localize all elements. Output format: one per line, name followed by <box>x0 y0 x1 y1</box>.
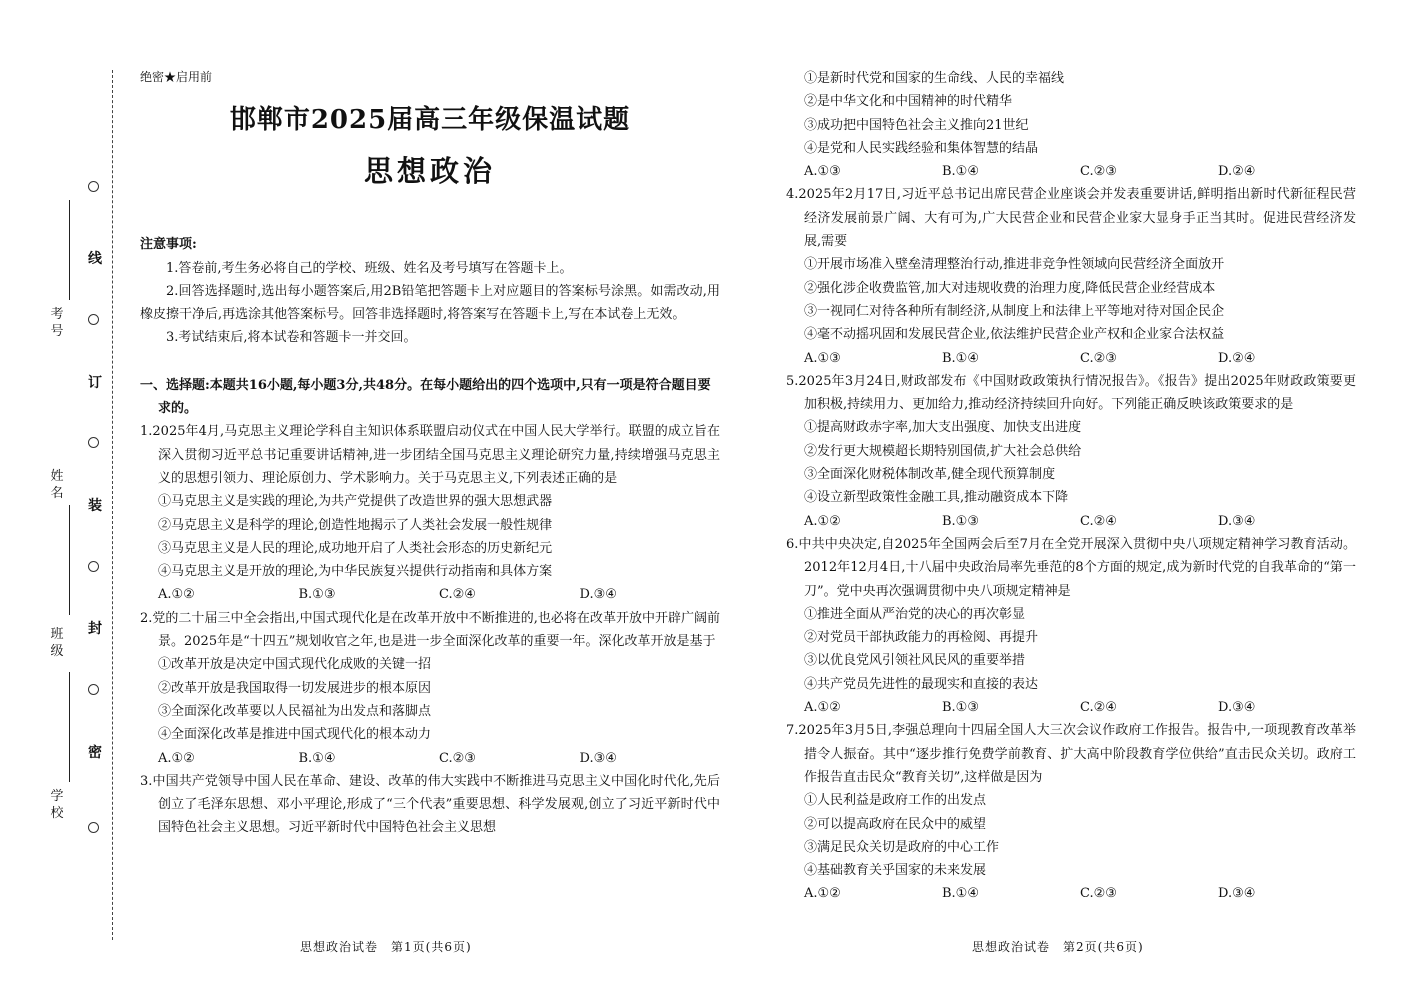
name-label: 姓名 <box>50 469 64 501</box>
exam-number-field[interactable] <box>69 200 70 300</box>
statement-option: ③以优良党风引领社风民风的重要举措 <box>804 653 1026 669</box>
choice-c[interactable]: C.②③ <box>1080 164 1117 180</box>
statement-option: ①推进全面从严治党的决心的再次彰显 <box>804 606 1026 622</box>
section-heading: 一、选择题:本题共16小题,每小题3分,共48分。在每小题给出的四个选项中,只有一项是符合题目要求的。 <box>140 377 711 417</box>
question-stem: 5.2025年3月24日,财政部发布《中国财政政策执行情况报告》。《报告》提出2025年财政政策要更加积极,持续用力、更加给力,推动经济持续回升向好。下列能正确反映该政策要求的是 <box>786 373 1356 413</box>
question-stem: 3.中国共产党领导中国人民在革命、建设、改革的伟大实践中不断推进马克思主义中国化时代化,先后创立了毛泽东思想、邓小平理论,形成了“三个代表”重要思想、科学发展观,创立了习近平新时代中国特色社会主义思想。习近平新时代中国特色社会主义思想 <box>140 773 720 836</box>
name-field[interactable] <box>69 505 70 615</box>
choice-d[interactable]: D.③④ <box>579 750 617 766</box>
binding-margin <box>0 0 120 1006</box>
statement-option: ④是党和人民实践经验和集体智慧的结晶 <box>804 140 1039 156</box>
answer-choices <box>786 160 1356 183</box>
choice-b[interactable]: B.①④ <box>942 164 979 180</box>
choice-a[interactable]: A.①③ <box>804 350 841 366</box>
choice-b[interactable]: B.①④ <box>942 886 979 902</box>
question-6 <box>786 533 1356 719</box>
statement-option: ②是中华文化和中国精神的时代精华 <box>804 94 1013 110</box>
binding-hole <box>88 684 99 695</box>
school-label: 学校 <box>50 789 64 821</box>
question-2 <box>140 607 720 770</box>
binding-hole <box>88 181 99 192</box>
choice-a[interactable]: A.①② <box>158 587 195 603</box>
notice-item: 3.考试结束后,将本试卷和答题卡一并交回。 <box>166 330 417 346</box>
choice-a[interactable]: A.①② <box>804 513 841 529</box>
choice-d[interactable]: D.③④ <box>579 587 617 603</box>
choice-d[interactable]: D.③④ <box>1218 886 1256 902</box>
answer-choices <box>140 747 720 770</box>
choice-b[interactable]: B.①④ <box>298 750 336 766</box>
answer-choices <box>140 583 720 606</box>
binding-hole <box>88 561 99 572</box>
statement-option: ①是新时代党和国家的生命线、人民的幸福线 <box>804 71 1065 86</box>
notice-item: 1.答卷前,考生务必将自己的学校、班级、姓名及考号填写在答题卡上。 <box>166 260 573 276</box>
question-5 <box>786 370 1356 533</box>
statement-option: ③成功把中国特色社会主义推向21世纪 <box>804 117 1029 133</box>
statement-option: ②马克思主义是科学的理论,创造性地揭示了人类社会发展一般性规律 <box>158 517 553 533</box>
statement-option: ④马克思主义是开放的理论,为中华民族复兴提供行动指南和具体方案 <box>158 564 553 580</box>
binding-hole <box>88 437 99 448</box>
notice-item: 2.回答选择题时,选出每小题答案后,用2B铅笔把答题卡上对应题目的答案标号涂黑。如需改动,用橡皮擦干净后,再选涂其他答案标号。回答非选择题时,将答案写在答题卡上,写在本试卷上无效。 <box>140 283 720 323</box>
question-stem: 2.党的二十届三中全会指出,中国式现代化是在改革开放中不断推进的,也必将在改革开放中开辟广阔前景。2025年是“十四五”规划收官之年,也是进一步全面深化改革的重要一年。深化改革开放是基于 <box>140 610 720 650</box>
question-stem: 1.2025年4月,马克思主义理论学科自主知识体系联盟启动仪式在中国人民大学举行。联盟的成立旨在深入贯彻习近平总书记重要讲话精神,进一步团结全国马克思主义理论研究力量,持续增强马克思主义的思想引领力、理论原创力、学术影响力。关于马克思主义,下列表述正确的是 <box>140 424 720 486</box>
choice-c[interactable]: C.②④ <box>1080 700 1117 716</box>
seal-char-install: 装 <box>88 498 102 514</box>
choice-a[interactable]: A.①② <box>804 700 841 716</box>
page-footer: 思想政治试卷 第1页(共6页) <box>300 940 472 954</box>
question-stem: 4.2025年2月17日,习近平总书记出席民营企业座谈会并发表重要讲话,鲜明指出新时代新征程民营经济发展前景广阔、大有可为,广大民营企业和民营企业家大显身手正当其时。促进民营经济发展,需要 <box>786 187 1356 250</box>
answer-choices <box>786 882 1356 905</box>
statement-option: ③一视同仁对待各种所有制经济,从制度上和法律上平等地对待对国企民企 <box>804 303 1225 319</box>
seal-char-secret: 密 <box>88 745 102 761</box>
statement-option: ①提高财政赤字率,加大支出强度、加快支出进度 <box>804 420 1082 436</box>
binding-hole <box>88 314 99 325</box>
statement-option: ②对党员干部执政能力的再检阅、再提升 <box>804 630 1039 646</box>
choice-a[interactable]: A.①③ <box>804 164 841 180</box>
choice-d[interactable]: D.③④ <box>1218 513 1256 529</box>
choice-a[interactable]: A.①② <box>158 750 195 766</box>
choice-c[interactable]: C.②④ <box>1080 513 1117 529</box>
choice-c[interactable]: C.②④ <box>439 587 476 603</box>
statement-option: ②改革开放是我国取得一切发展进步的根本原因 <box>158 680 432 696</box>
question-7 <box>786 719 1356 905</box>
choice-c[interactable]: C.②③ <box>1080 350 1117 366</box>
seal-char-order: 订 <box>88 375 102 391</box>
class-label: 班级 <box>50 627 64 659</box>
statement-option: ①开展市场准入壁垒清理整治行动,推进非竞争性领域向民营经济全面放开 <box>804 257 1225 273</box>
statement-option: ②发行更大规模超长期特别国债,扩大社会总供给 <box>804 443 1082 459</box>
choice-d[interactable]: D.②④ <box>1218 350 1256 366</box>
secret-mark: 绝密★启用前 <box>140 70 213 84</box>
question-3 <box>140 770 720 840</box>
question-stem: 6.中共中央决定,自2025年全国两会后至7月在全党开展深入贯彻中央八项规定精神学习教育活动。2012年12月4日,十八届中央政治局率先垂范的8个方面的规定,成为新时代党的自我革命的“第一刀”。党中央再次强调贯彻中央八项规定精神是 <box>786 536 1356 599</box>
binding-hole <box>88 822 99 833</box>
question-4 <box>786 183 1356 369</box>
statement-option: ③全面深化改革要以人民福祉为出发点和落脚点 <box>158 703 432 719</box>
page-footer: 思想政治试卷 第2页(共6页) <box>972 940 1144 954</box>
subject-title: 思想政治 <box>363 154 496 189</box>
choice-b[interactable]: B.①③ <box>942 700 979 716</box>
exam-number-label: 考号 <box>50 307 64 339</box>
answer-choices <box>786 347 1356 370</box>
seal-char-line: 线 <box>88 251 102 267</box>
statement-option: ②强化涉企收费监管,加大对违规收费的治理力度,降低民营企业经营成本 <box>804 280 1216 296</box>
exam-title: 邯郸市2025届高三年级保温试题 <box>229 105 631 136</box>
statement-option: ③全面深化财税体制改革,健全现代预算制度 <box>804 467 1056 483</box>
choice-d[interactable]: D.②④ <box>1218 164 1256 180</box>
statement-option: ①人民利益是政府工作的出发点 <box>804 793 987 809</box>
statement-option: ④全面深化改革是推进中国式现代化的根本动力 <box>158 727 432 743</box>
answer-choices <box>786 696 1356 719</box>
statement-option: ④基础教育关乎国家的未来发展 <box>804 863 987 879</box>
question-1 <box>140 420 720 606</box>
question-3-continued <box>786 67 1356 183</box>
statement-option: ①马克思主义是实践的理论,为共产党提供了改造世界的强大思想武器 <box>158 494 553 510</box>
statement-option: ④共产党员先进性的最现实和直接的表达 <box>804 676 1039 692</box>
binding-cut-line <box>112 70 113 940</box>
page-2 <box>786 67 1356 906</box>
choice-d[interactable]: D.③④ <box>1218 700 1256 716</box>
question-stem: 7.2025年3月5日,李强总理向十四届全国人大三次会议作政府工作报告。报告中,一项现教育改革举措令人振奋。其中“逐步推行免费学前教育、扩大高中阶段教育学位供给”直击民众关切。政府工作报告直击民众“教育关切”,这样做是因为 <box>786 723 1356 785</box>
notice-heading: 注意事项: <box>140 237 197 253</box>
seal-char-seal: 封 <box>88 621 102 637</box>
choice-b[interactable]: B.①③ <box>298 587 336 603</box>
page-1 <box>140 66 720 840</box>
choice-a[interactable]: A.①② <box>804 886 841 902</box>
answer-choices <box>786 510 1356 533</box>
class-field[interactable] <box>69 672 70 782</box>
statement-option: ③满足民众关切是政府的中心工作 <box>804 839 1000 855</box>
statement-option: ③马克思主义是人民的理论,成功地开启了人类社会形态的历史新纪元 <box>158 540 553 556</box>
choice-c[interactable]: C.②③ <box>1080 886 1117 902</box>
statement-option: ①改革开放是决定中国式现代化成败的关键一招 <box>158 657 432 673</box>
statement-option: ②可以提高政府在民众中的威望 <box>804 816 987 832</box>
statement-option: ④毫不动摇巩固和发展民营企业,依法维护民营企业产权和企业家合法权益 <box>804 327 1225 343</box>
choice-b[interactable]: B.①③ <box>942 513 979 529</box>
choice-c[interactable]: C.②③ <box>439 750 476 766</box>
choice-b[interactable]: B.①④ <box>942 350 979 366</box>
statement-option: ④设立新型政策性金融工具,推动融资成本下降 <box>804 490 1069 506</box>
